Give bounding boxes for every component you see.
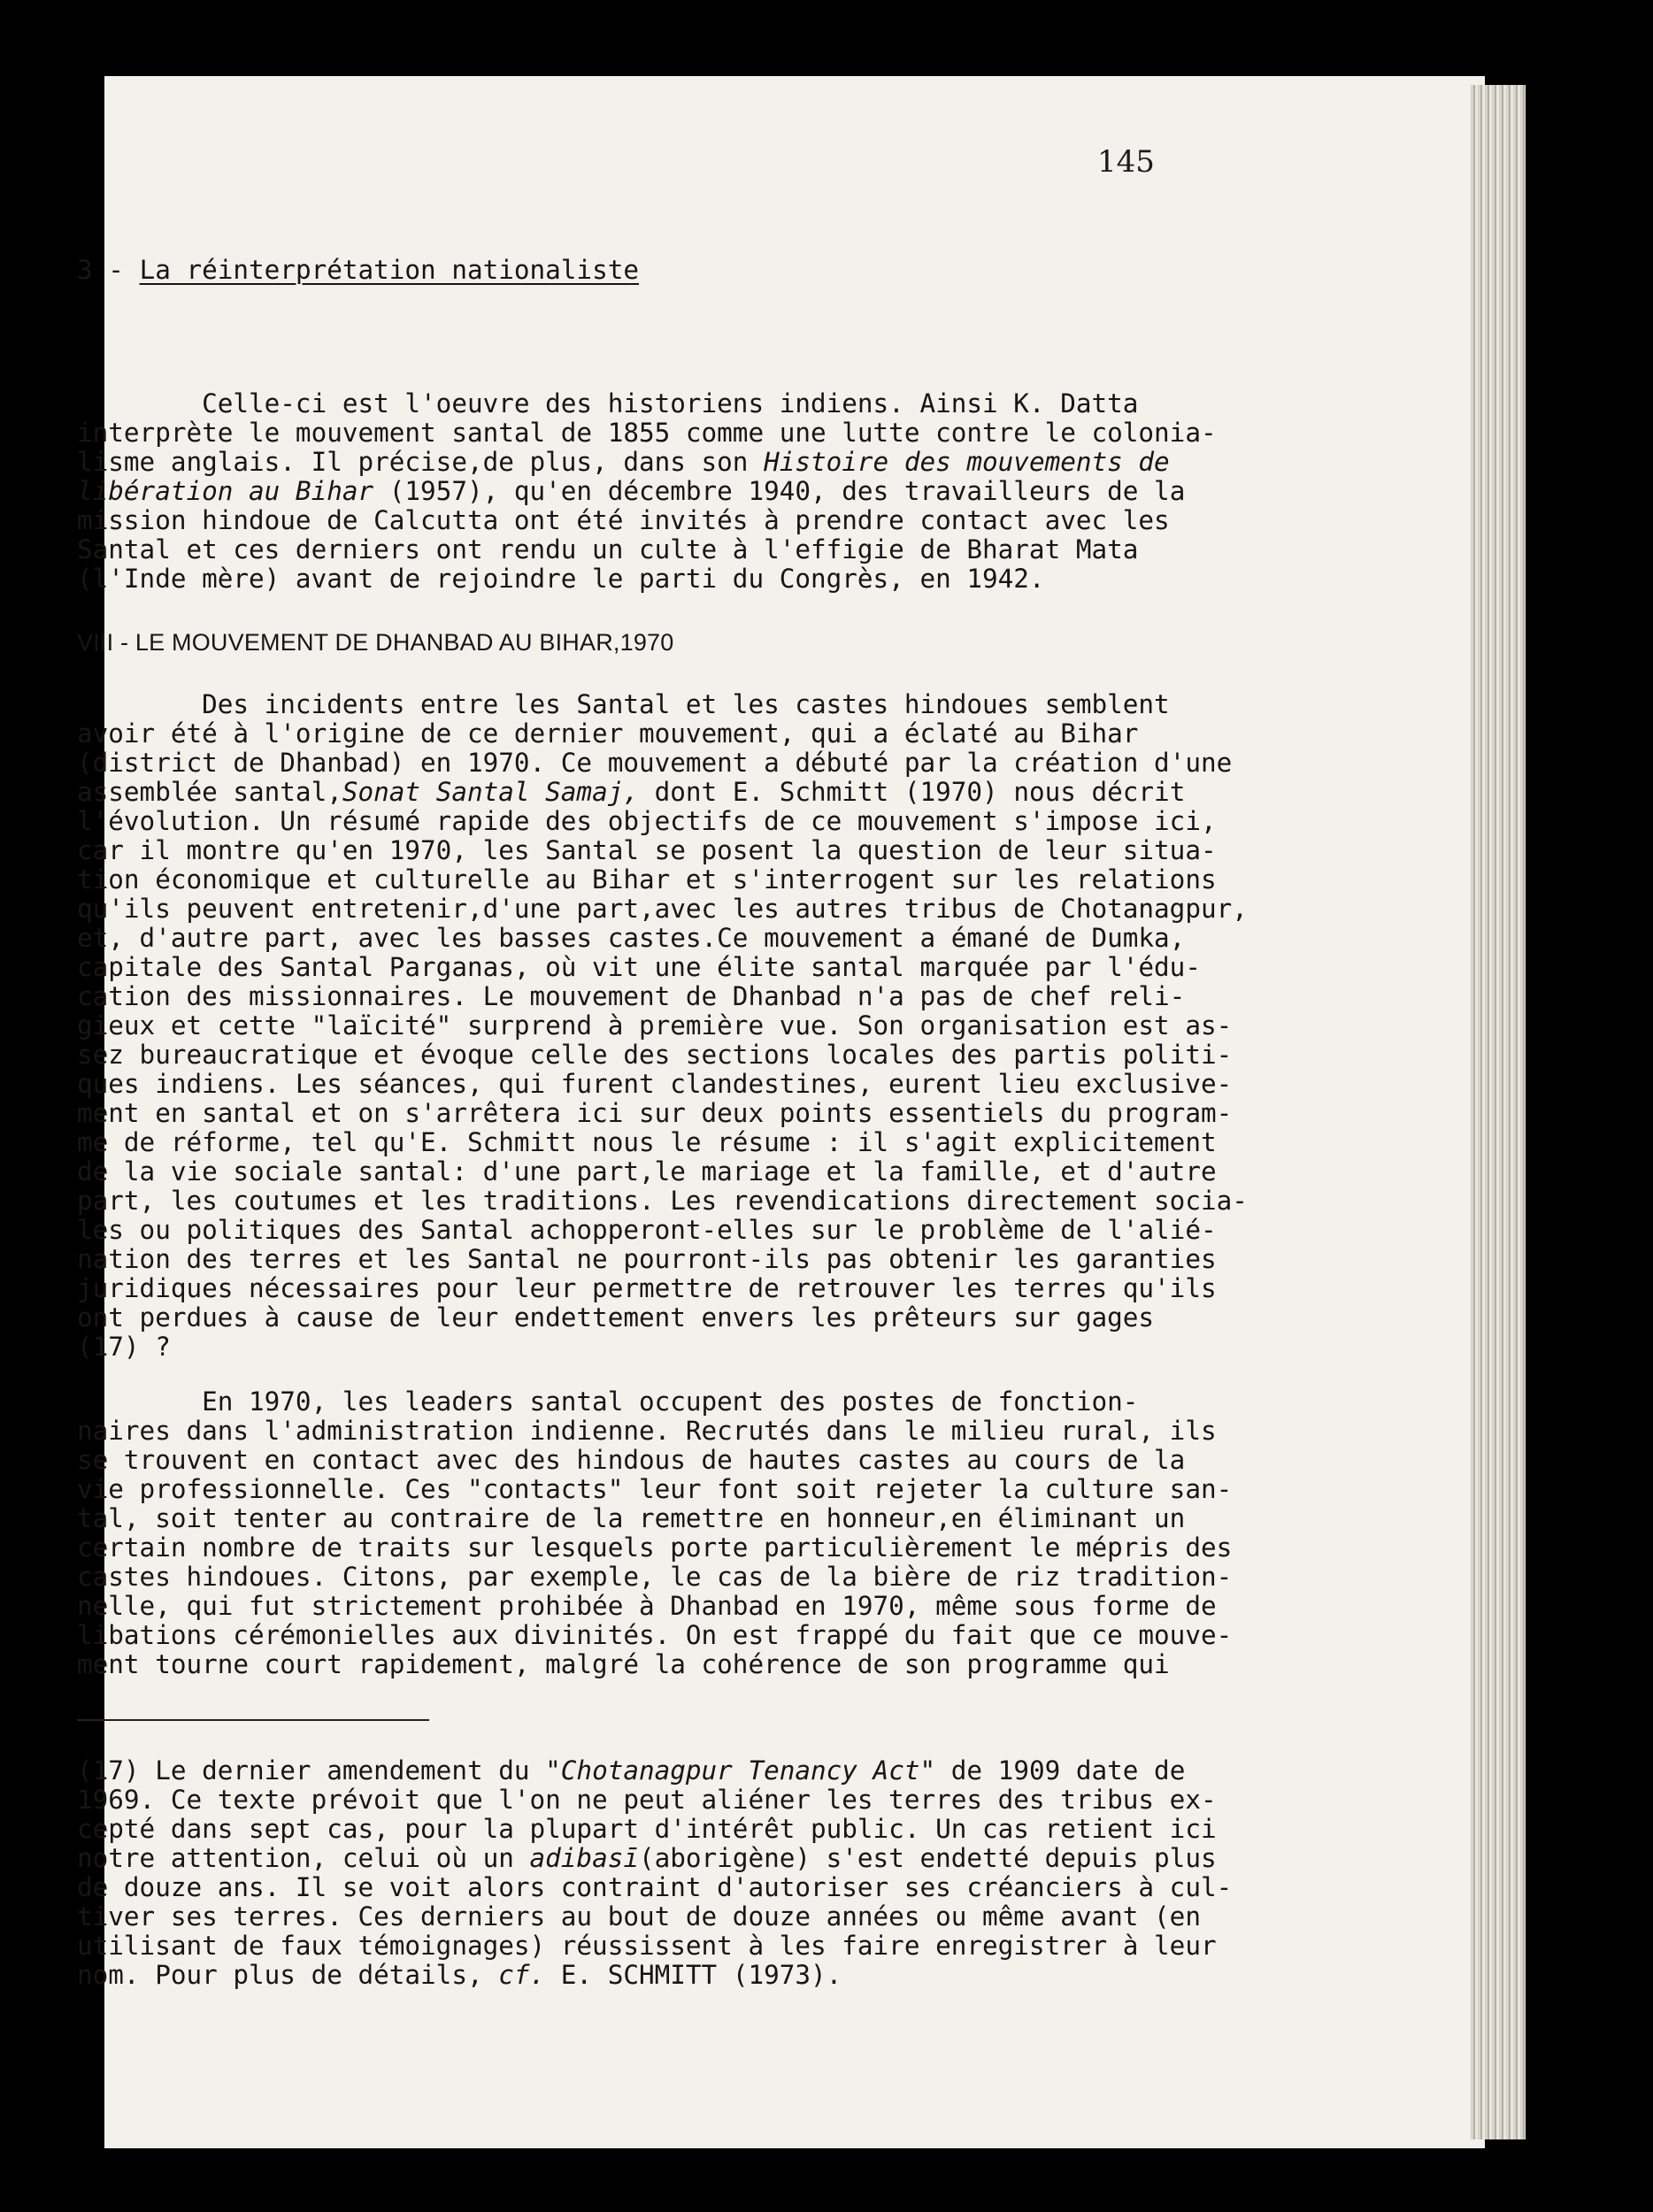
footnote (77, 1756, 1423, 1990)
text-line: libations cérémonielles aux divinités. On est frappé du fait que ce mouve- (77, 1620, 1233, 1650)
text-line: sez bureaucratique et évoque celle des sections locales des partis politi- (77, 1040, 1233, 1070)
text-line: car il montre qu'en 1970, les Santal se posent la question de leur situa- (77, 835, 1217, 865)
text-line: de douze ans. Il se voit alors contraint d'autoriser ses créanciers à cul- (77, 1872, 1233, 1902)
text-line: Celle-ci est l'oeuvre des historiens indiens. Ainsi K. Datta (77, 388, 1139, 419)
text-line: Santal et ces derniers ont rendu un culte à l'effigie de Bharat Mata (77, 534, 1139, 565)
assembly-name: Sonat Santal Samaj, (342, 777, 639, 807)
page-number: 145 (1097, 144, 1155, 180)
text-line: de la vie sociale santal: d'une part,le mariage et la famille, et d'autre (77, 1156, 1217, 1187)
text-line: (17) Le dernier amendement du "Chotanagpur Tenancy Act" de 1909 date de (77, 1755, 1186, 1786)
chapter-heading: VIII - LE MOUVEMENT DE DHANBAD AU BIHAR,1970 (77, 629, 674, 656)
text-line: lisme anglais. Il précise,de plus, dans son Histoire des mouvements de (77, 447, 1170, 477)
text-line: nation des terres et les Santal ne pourront-ils pas obtenir les garanties (77, 1244, 1217, 1274)
text-line: tiver ses terres. Ces derniers au bout de douze années ou même avant (en (77, 1901, 1201, 1932)
text-line: libération au Bihar (1957), qu'en décembre 1940, des travailleurs de la (77, 476, 1186, 506)
text-line: cepté dans sept cas, pour la plupart d'intérêt public. Un cas retient ici (77, 1814, 1217, 1844)
text-line: utilisant de faux témoignages) réussissent à les faire enregistrer à leur (77, 1931, 1217, 1961)
text-line: ques indiens. Les séances, qui furent clandestines, eurent lieu exclusive- (77, 1069, 1233, 1099)
text-line: me de réforme, tel qu'E. Schmitt nous le résume : il s'agit explicitement (77, 1127, 1217, 1157)
text-line: se trouvent en contact avec des hindous de hautes castes au cours de la (77, 1445, 1186, 1475)
act-title: "Chotanagpur Tenancy Act" (545, 1755, 936, 1786)
text-line: tion économique et culturelle au Bihar et s'interrogent sur les relations (77, 864, 1217, 895)
text-line: En 1970, les leaders santal occupent des postes de fonction- (77, 1386, 1139, 1417)
section-heading (77, 256, 1423, 285)
text-line: qu'ils peuvent entretenir,d'une part,avec les autres tribus de Chotanagpur, (77, 894, 1248, 924)
text-line: assemblée santal,Sonat Santal Samaj, dont E. Schmitt (1970) nous décrit (77, 777, 1186, 807)
text-line: mission hindoue de Calcutta ont été invités à prendre contact avec les (77, 505, 1170, 535)
text-line: capitale des Santal Parganas, où vit une élite santal marquée par l'édu- (77, 952, 1201, 982)
text-line: interprète le mouvement santal de 1855 comme une lutte contre le colonia- (77, 418, 1217, 448)
text-line: 1969. Ce texte prévoit que l'on ne peut aliéner les terres des tribus ex- (77, 1785, 1217, 1815)
section-number: 3 - (77, 255, 140, 285)
text-line: ment tourne court rapidement, malgré la cohérence de son programme qui (77, 1649, 1170, 1679)
text-line: certain nombre de traits sur lesquels porte particulièrement le mépris des (77, 1532, 1233, 1563)
adibasi-term: adibasī (529, 1843, 639, 1873)
text-line: tal, soit tenter au contraire de la remettre en honneur,en éliminant un (77, 1503, 1186, 1533)
text-line: l'évolution. Un résumé rapide des objectifs de ce mouvement s'impose ici, (77, 806, 1217, 836)
text-line: vie professionnelle. Ces "contacts" leur font soit rejeter la culture san- (77, 1474, 1233, 1504)
text-line: ont perdues à cause de leur endettement envers les prêteurs sur gages (77, 1302, 1155, 1333)
text-line: ment en santal et on s'arrêtera ici sur deux points essentiels du program- (77, 1098, 1233, 1128)
footnote-ref: (17) ? (77, 1332, 171, 1362)
paragraph-1 (77, 389, 1423, 594)
text-line: notre attention, celui où un adibasī(aborigène) s'est endetté depuis plus (77, 1843, 1217, 1873)
paragraph-2 (77, 690, 1423, 1362)
text-line: les ou politiques des Santal achopperont-elles sur le problème de l'alié- (77, 1215, 1217, 1245)
text-line: et, d'autre part, avec les basses castes.Ce mouvement a émané de Dumka, (77, 923, 1186, 953)
cf-abbrev: cf. (498, 1960, 546, 1990)
text-line: part, les coutumes et les traditions. Les revendications directement socia- (77, 1186, 1248, 1216)
text-line: Des incidents entre les Santal et les castes hindoues semblent (77, 689, 1170, 719)
text-line: (district de Dhanbad) en 1970. Ce mouvement a débuté par la création d'une (77, 748, 1233, 778)
text-line: naires dans l'administration indienne. Recrutés dans le milieu rural, ils (77, 1416, 1217, 1446)
text-line: (l'Inde mère) avant de rejoindre le parti du Congrès, en 1942. (77, 564, 1045, 594)
text-line: gieux et cette "laïcité" surprend à première vue. Son organisation est as- (77, 1010, 1233, 1041)
footnote-divider (77, 1719, 429, 1721)
text-line: cation des missionnaires. Le mouvement de Dhanbad n'a pas de chef reli- (77, 981, 1186, 1011)
section-title: La réinterprétation nationaliste (139, 255, 639, 285)
book-title: Histoire des mouvements de (764, 447, 1170, 477)
text-line: castes hindoues. Citons, par exemple, le cas de la bière de riz tradition- (77, 1562, 1233, 1592)
text-line: nelle, qui fut strictement prohibée à Dhanbad en 1970, même sous forme de (77, 1591, 1217, 1621)
page-edges (1471, 85, 1526, 2139)
text-line: nom. Pour plus de détails, cf. E. SCHMITT (1973). (77, 1960, 842, 1990)
paragraph-3 (77, 1387, 1423, 1679)
text-line: avoir été à l'origine de ce dernier mouvement, qui a éclaté au Bihar (77, 718, 1139, 749)
book-title-cont: libération au Bihar (77, 476, 374, 506)
text-line: juridiques nécessaires pour leur permettre de retrouver les terres qu'ils (77, 1273, 1217, 1303)
